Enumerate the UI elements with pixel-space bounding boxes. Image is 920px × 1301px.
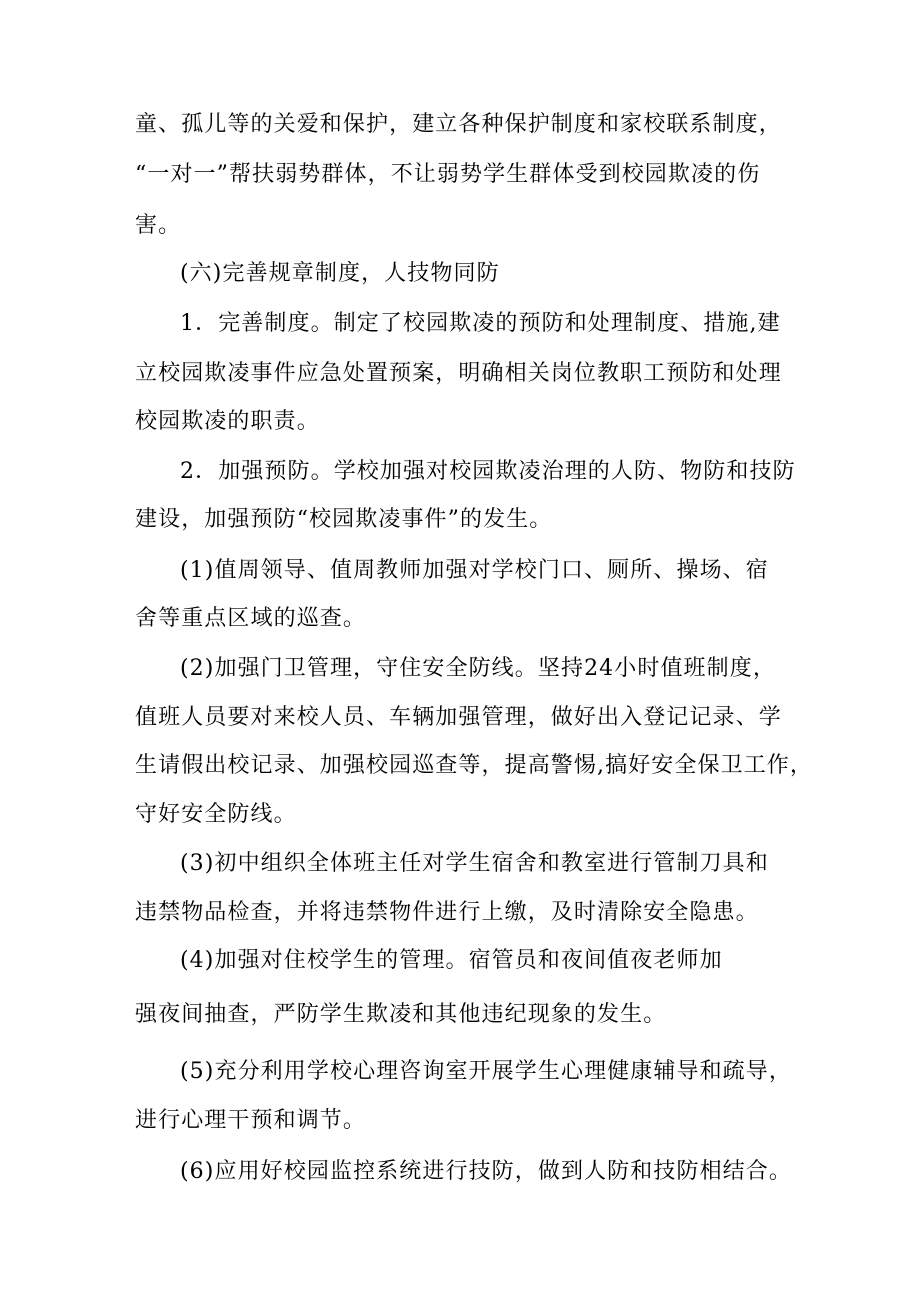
text-line: (3)初中组织全体班主任对学生宿舍和教室进行管制刀具和	[180, 851, 769, 876]
text-line: 1．完善制度。制定了校园欺凌的预防和处理制度、措施,建	[180, 311, 781, 336]
text-line: 守好安全防线。	[135, 802, 297, 827]
text-line: 2．加强预防。学校加强对校园欺凌治理的人防、物防和技防	[180, 459, 796, 484]
text-line: 校园欺凌的职责。	[135, 409, 320, 434]
text-line: 值班人员要对来校人员、车辆加强管理，做好出入登记记录、学	[135, 705, 782, 730]
text-line: 建设，加强预防“校园欺凌事件”的发生。	[135, 507, 553, 532]
text-line: 害。	[135, 213, 182, 238]
text-line: “一对一”帮扶弱势群体，不让弱势学生群体受到校园欺凌的伤	[135, 162, 761, 187]
text-line: (2)加强门卫管理，守住安全防线。坚持24小时值班制度，	[180, 656, 776, 681]
text-line: (4)加强对住校学生的管理。宿管员和夜间值夜老师加	[180, 948, 723, 973]
text-line: (1)值周领导、值周教师加强对学校门口、厕所、操场、宿	[180, 558, 769, 583]
text-line: 童、孤儿等的关爱和保护，建立各种保护制度和家校联系制度，	[135, 112, 782, 137]
text-line: 违禁物品检查，并将违禁物件进行上缴，及时清除安全隐患。	[135, 900, 759, 925]
text-line: (5)充分利用学校心理咨询室开展学生心理健康辅导和疏导，	[180, 1059, 792, 1084]
text-line: (6)应用好校园监控系统进行技防，做到人防和技防相结合。	[180, 1159, 792, 1184]
text-line: 立校园欺凌事件应急处置预案，明确相关岗位教职工预防和处理	[135, 361, 782, 386]
text-line: 生请假出校记录、加强校园巡查等，提高警惕,搞好安全保卫工作，	[135, 753, 813, 778]
text-line: 进行心理干预和调节。	[135, 1108, 367, 1133]
text-line: 舍等重点区域的巡查。	[135, 606, 367, 631]
section-heading: (六)完善规章制度，人技物同防	[180, 261, 500, 286]
text-line: 强夜间抽查，严防学生欺凌和其他违纪现象的发生。	[135, 1002, 667, 1027]
